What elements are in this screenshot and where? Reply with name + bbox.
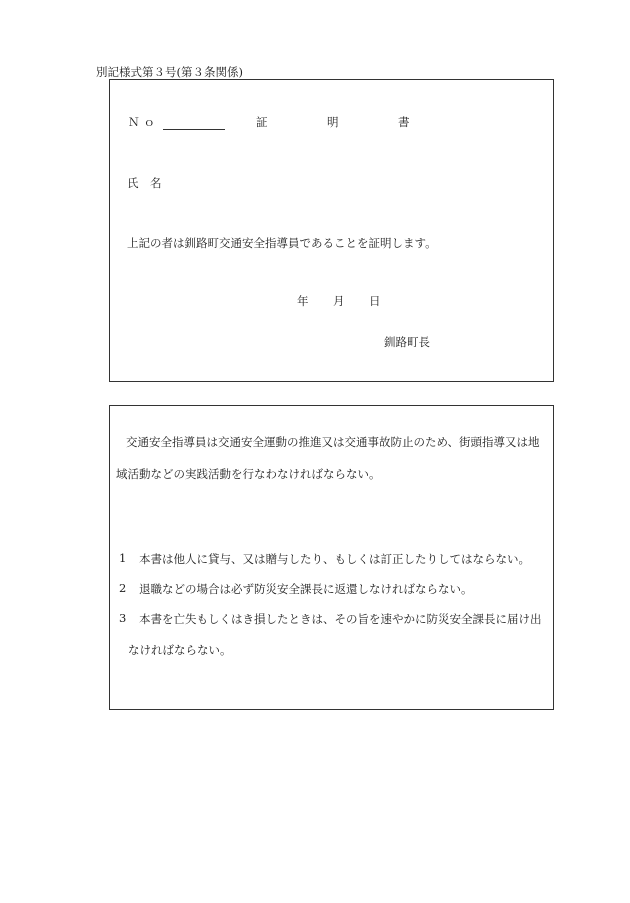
number-blank-line	[163, 117, 225, 130]
title-char-3: 書	[398, 115, 410, 129]
notes-intro-line1: 交通安全指導員は交通安全運動の推進又は交通事故防止のため、街頭指導又は地	[126, 435, 540, 449]
note-item-1-number: 1	[119, 551, 127, 565]
title-char-2: 明	[327, 115, 339, 129]
certification-statement: 上記の者は釧路町交通安全指導員であることを証明します。	[127, 236, 437, 250]
certificate-number	[128, 114, 225, 130]
issuer: 釧路町長	[384, 335, 430, 349]
note-item-3-text: 本書を亡失もしくはき損したときは、その旨を速やかに防災安全課長に届け出	[139, 612, 542, 626]
note-item-3-continuation: なければならない。	[128, 643, 232, 657]
date-year-label: 年	[297, 294, 309, 308]
date-month-label: 月	[333, 294, 345, 308]
date-day-label: 日	[369, 294, 381, 308]
certificate-box	[109, 79, 554, 382]
form-label: 別記様式第３号(第３条関係)	[96, 65, 243, 79]
note-item-2-number: 2	[119, 581, 127, 595]
note-item-2-text: 退職などの場合は必ず防災安全課長に返還しなければならない。	[139, 582, 473, 596]
notes-intro-line2: 域活動などの実践活動を行なわなければならない。	[116, 467, 381, 481]
number-label: Ｎｏ	[128, 115, 159, 129]
name-label: 氏 名	[127, 176, 162, 190]
note-item-1-text: 本書は他人に貸与、又は贈与したり、もしくは訂正したりしてはならない。	[139, 552, 530, 566]
note-item-3-number: 3	[119, 611, 127, 625]
title-char-1: 証	[256, 115, 268, 129]
notes-box	[109, 405, 554, 710]
